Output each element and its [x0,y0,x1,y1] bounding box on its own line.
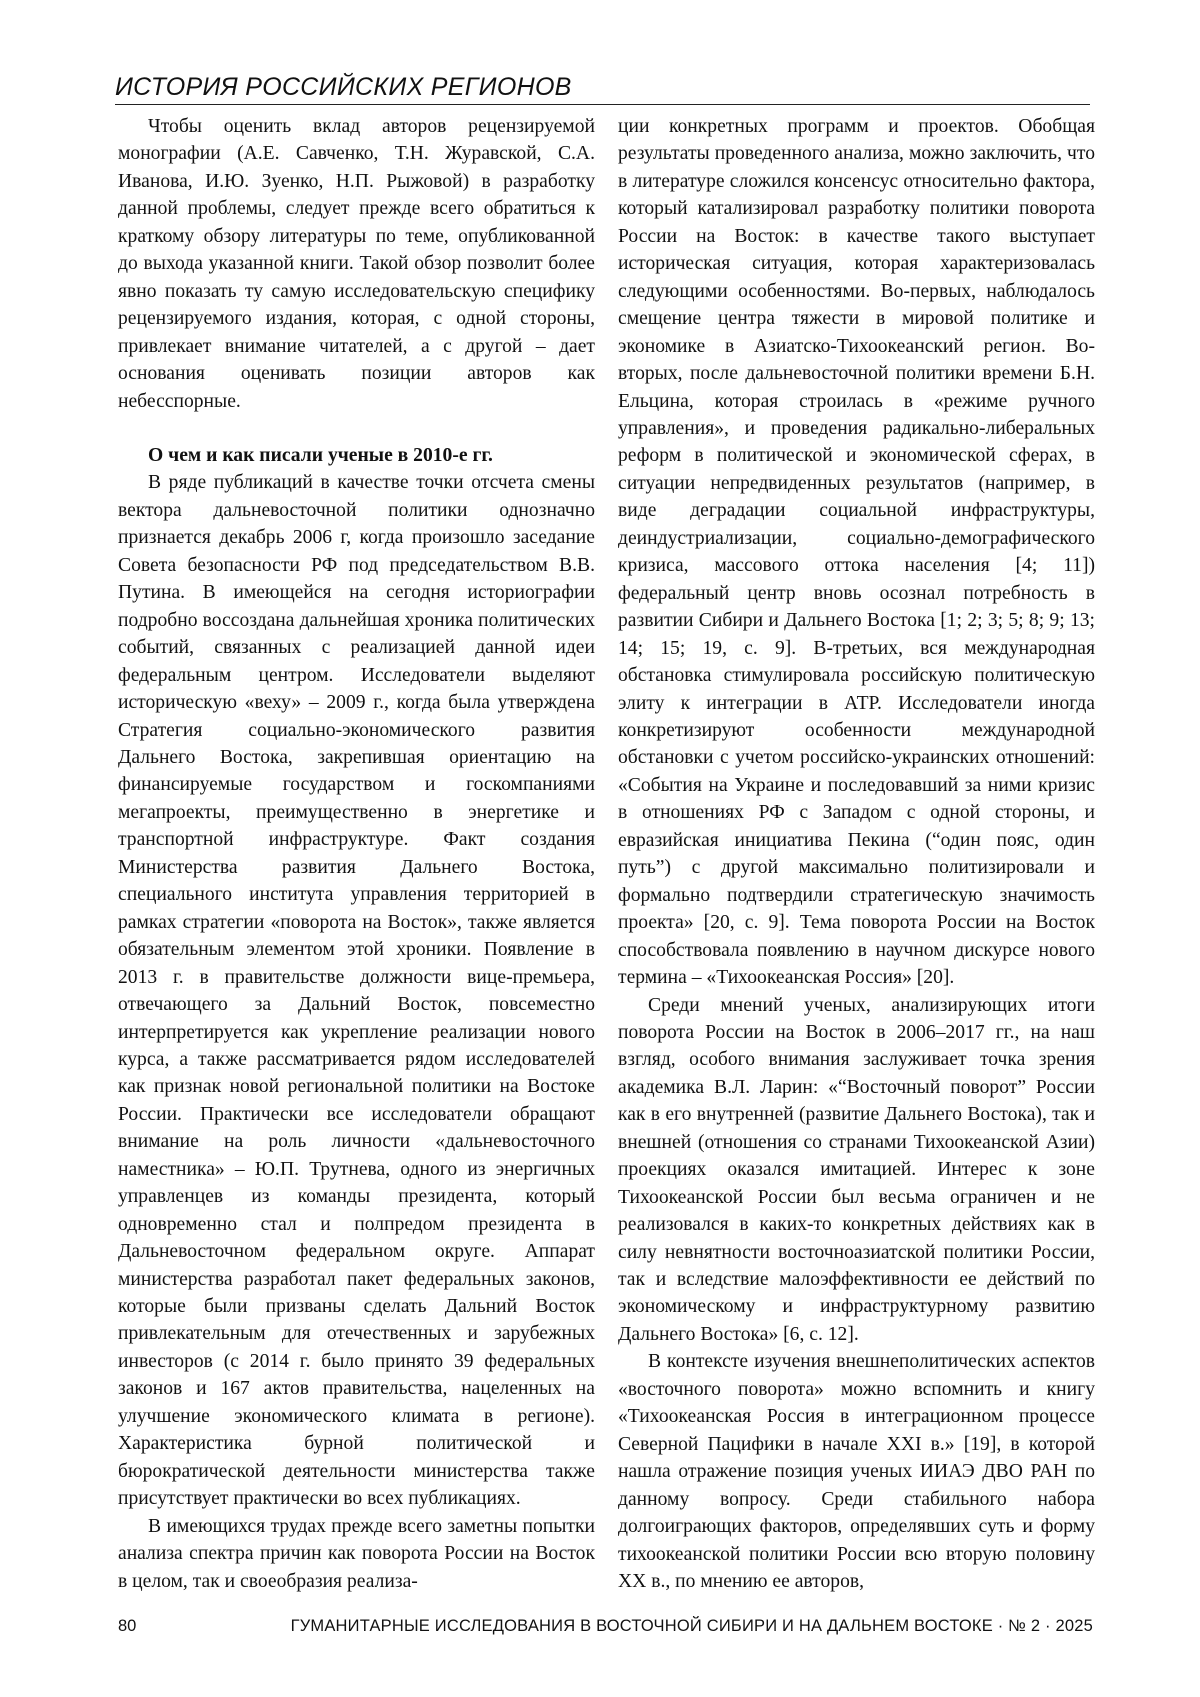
paragraph-chronology: В ряде публикаций в качестве точки отсчета смены вектора дальневосточной политики однозначно признается декабрь 2006 г, когда произошло заседание Совета безопасности РФ под председательством В.В. Путина. В имеющейся на сегодня историографии подробно воссоздана дальнейшая хроника политических событий, связанных с реализацией данной идеи федеральным центром. Исследователи выделяют историческую «веху» – 2009 г., когда была утверждена Стратегия социально-экономического развития Дальнего Востока, закрепившая ориентацию на финансируемые государством и госкомпаниями мегапроекты, преимущественно в энергетике и транспортной инфраструктуре. Факт создания Министерства развития Дальнего Востока, специального института управления территорией в рамках стратегии «поворота на Восток», также является обязательным элементом этой хроники. Появление в 2013 г. в правительстве должности вице-премьера, отвечающего за Дальний Восток, повсеместно интерпретируется как укрепление реализации нового курса, а также рассматривается рядом исследователей как признак новой региональной политики на Востоке России. Практически все исследователи обращают внимание на роль личности «дальневосточного наместника» – Ю.П. Трутнева, одного из энергичных управленцев из команды президента, который одновременно стал и полпредом президента в Дальневосточном федеральном округе. Аппарат министерства разработал пакет федеральных законов, которые были призваны сделать Дальний Восток привлекательным для отечественных и зарубежных инвесторов (с 2014 г. было принято 39 федеральных законов и 167 актов правительства, нацеленных на улучшение экономического климата в регионе). Характеристика бурной политической и бюрократической деятельности министерства также присутствует практически во всех публикациях. [118,472,595,1510]
section-heading: О чем и как писали ученые в 2010-е гг. [148,444,493,466]
left-column [118,113,595,1595]
right-column [618,113,1095,1595]
paragraph-spacer [118,415,595,442]
paragraph-foreign-policy: В контексте изучения внешнеполитических аспектов «восточного поворота» можно вспомнить и книгу «Тихоокеанская Россия в интеграционном процессе Северной Пацифики в начале XXI в.» [19], в которой нашла отражение позиция ученых ИИАЭ ДВО РАН по данному вопросу. Среди стабильного набора долгоиграющих факторов, определявших суть и форму тихоокеанской политики России всю вторую половину XX в., по мнению ее авторов, [618,1351,1095,1593]
page-number: 80 [118,1617,137,1635]
paragraph-intro: Чтобы оценить вклад авторов рецензируемой монографии (А.Е. Савченко, Т.Н. Журавской, С.А. Иванова, И.Ю. Зуенко, Н.П. Рыжовой) в разработку данной проблемы, следует прежде всего обратиться к краткому обзору литературы по теме, опубликованной до выхода указанной книги. Такой обзор позволит более явно показать ту самую исследовательскую специфику рецензируемого издания, которая, с одной стороны, привлекает внимание читателей, а с другой – дает основания оценивать позиции авторов как небесспорные. [118,116,595,412]
page-footer [118,1617,1093,1636]
paragraph-causes-start: В имеющихся трудах прежде всего заметны попытки анализа спектра причин как поворота России на Восток в целом, так и своеобразия реализа- [118,1515,595,1592]
paragraph-causes-continued: ции конкретных программ и проектов. Обобщая результаты проведенного анализа, можно заключить, что в литературе сложился консенсус относительно фактора, который катализировал разработку политики поворота России на Восток: в качестве такого выступает историческая ситуация, которая характеризовалась следующими особенностями. Во-первых, наблюдалось смещение центра тяжести в мировой политике и экономике в Азиатско-Тихоокеанский регион. Во-вторых, после дальневосточной политики времени Б.Н. Ельцина, которая строилась в «режиме ручного управления», и проведения радикально-либеральных реформ в политической и экономической сферах, в ситуации непредвиденных результатов (например, в виде деградации социальной инфраструктуры, деиндустриализации, социально-демографического кризиса, массового оттока населения [4; 11]) федеральный центр вновь осознал потребность в развитии Сибири и Дальнего Востока [1; 2; 3; 5; 8; 9; 13; 14; 15; 19, с. 9]. В-третьих, вся международная обстановка стимулировала российскую политическую элиту к интеграции в АТР. Исследователи иногда конкретизируют особенности международной обстановки с учетом российско-украинских отношений: «События на Украине и последовавший за ними кризис в отношениях РФ с Западом с одной стороны, и евразийская инициатива Пекина (“один пояс, один путь”) с другой максимально политизировали и формально подтвердили стратегическую значимость проекта» [20, с. 9]. Тема поворота России на Восток способствовала появлению в научном дискурсе нового термина – «Тихоокеанская Россия» [20]. [618,116,1095,989]
running-title: ИСТОРИЯ РОССИЙСКИХ РЕГИОНОВ [115,72,1090,105]
paragraph-larin-opinion: Среди мнений ученых, анализирующих итоги поворота России на Восток в 2006–2017 гг., на наш взгляд, особого внимания заслуживает точка зрения академика В.Л. Ларин: «“Восточный поворот” России как в его внутренней (развитие Дальнего Востока), так и внешней (отношения со странами Тихоокеанской Азии) проекциях оказался имитацией. Интерес к зоне Тихоокеанской России был весьма ограничен и не реализовался в каких-то конкретных действиях как в силу невнятности восточноазиатской политики России, так и вследствие малоэффективности ее действий по экономическому и инфраструктурному развитию Дальнего Востока» [6, с. 12]. [618,994,1095,1345]
journal-title: ГУМАНИТАРНЫЕ ИССЛЕДОВАНИЯ В ВОСТОЧНОЙ СИБИРИ И НА ДАЛЬНЕМ ВОСТОКЕ · № 2 · 2025 [290,1617,1093,1635]
